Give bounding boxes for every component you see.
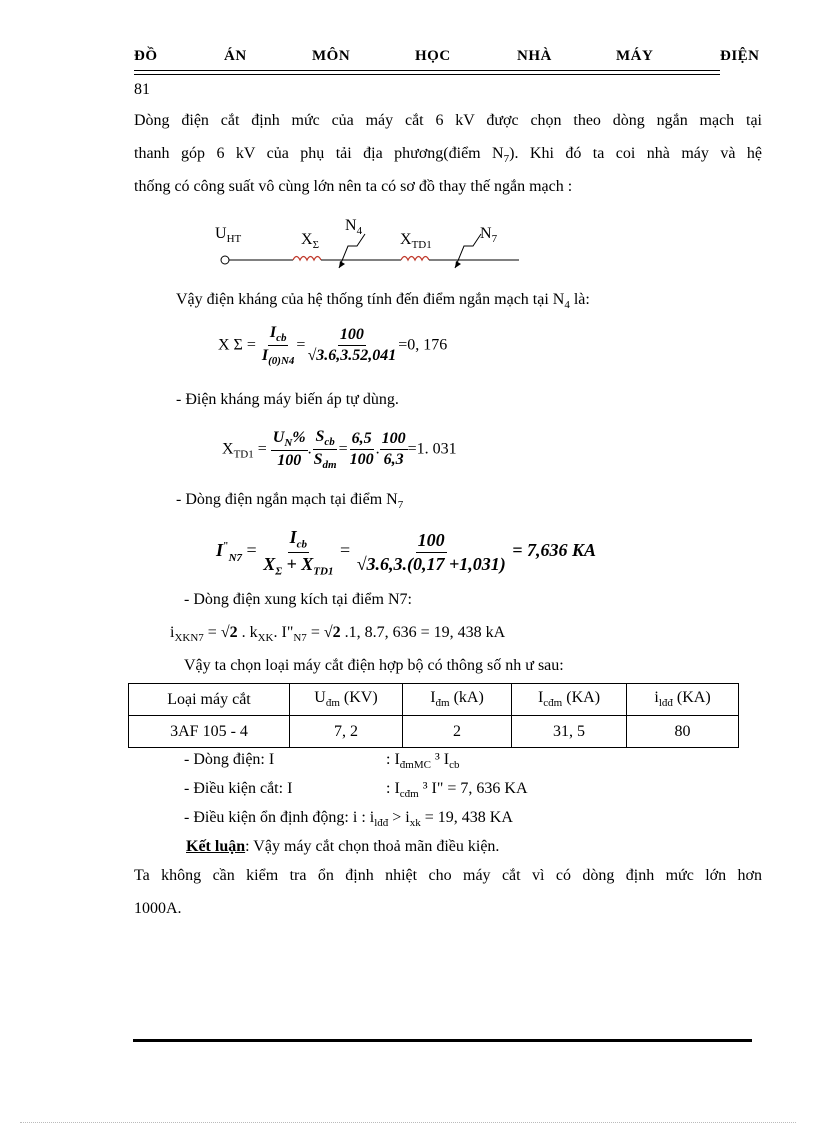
system-reactance-formula: X Σ = $\frac{I_{cb}}{I_{(0)N4}}$ = $\frac{100}{√3.6,3.52,041}$ =0, 176 xyxy=(218,324,448,368)
intro-line: Dòng điện cắt định mức của máy cắt 6 kV được chọn theo dòng ngắn mạch tại xyxy=(134,112,762,129)
table-header-cell: $U_{đm}$ (KV) xyxy=(290,684,403,716)
table-cell: 7, 2 xyxy=(290,716,403,748)
x-sigma-label: $X_\Sigma$ xyxy=(301,231,319,252)
condition-break-label: - Điều kiện cắt: I xyxy=(184,780,293,797)
system-reactance-intro: Vậy điện kháng của hệ thống tính đến điểm ngắn mạch tại $N_4$ là: xyxy=(176,291,590,312)
header-word: ĐỒ xyxy=(134,48,158,64)
table-header-cell: $I_{đm}$ (kA) xyxy=(403,684,512,716)
breaker-spec-table xyxy=(128,683,739,748)
header-rule xyxy=(134,70,720,71)
table-cell: 31, 5 xyxy=(512,716,627,748)
condition-current-label: - Dòng điện: I xyxy=(184,751,275,768)
condition-dynamic: - Điều kiện ổn định động: i : $i_{lđđ} > i_{xk} = 19$, 438 KA xyxy=(184,809,513,830)
header-word: MÔN xyxy=(312,48,351,64)
closing-line: 1000A. xyxy=(134,900,182,917)
short-circuit-formula: $I^"_{N7}$ = $\frac{I_{cb}}{X_\Sigma + X_{TD1}}$ = $\frac{100}{√3.6,3.(0,17 +1,031)}$ = 7,636 KA xyxy=(216,527,597,578)
intro-line: thanh góp 6 kV của phụ tải địa phương(điểm $N_7$). Khi đó ta coi nhà máy và hệ xyxy=(134,145,763,166)
x-td1-label: $X_{TD1}$ xyxy=(400,231,432,252)
impulse-current-formula: $i_{XKN7} = √2$ . $k_{XK}$. $I"_{N7} = √2$ .1, 8.7, 636 = 19, 438 kA xyxy=(170,624,506,645)
intro-line: thống có công suất vô cùng lớn nên ta có sơ đồ thay thế ngắn mạch : xyxy=(134,178,573,195)
table-row xyxy=(129,716,739,748)
table-header-cell: $i_{lđđ}$ (KA) xyxy=(627,684,739,716)
header-rule xyxy=(134,74,720,75)
choose-breaker-text: Vậy ta chọn loại máy cắt điện hợp bộ có thông số nh ư sau: xyxy=(184,657,564,674)
conclusion-text: : Vậy máy cắt chọn thoả mãn điều kiện. xyxy=(245,838,500,855)
n4-label: $N_4$ xyxy=(345,217,363,238)
conclusion-label: Kết luận xyxy=(186,838,246,855)
footer-rule xyxy=(373,1039,752,1042)
n7-label: $N_7$ xyxy=(480,225,498,246)
condition-current-value: : $I_{đmMC}$ ³ $I_{cb}$ xyxy=(386,751,460,772)
page-number: 81 xyxy=(134,81,150,98)
closing-line: Ta không cần kiểm tra ổn định nhiệt cho máy cắt vì có dòng định mức lớn hơn xyxy=(134,867,762,884)
circuit-diagram xyxy=(205,218,535,276)
table-cell: 2 xyxy=(403,716,512,748)
conclusion xyxy=(186,837,499,857)
short-circuit-label: - Dòng điện ngắn mạch tại điểm $N_7$ xyxy=(176,491,404,512)
source-label: $U_{HT}$ xyxy=(215,225,242,246)
table-header-row xyxy=(129,684,739,716)
transformer-reactance-formula: $X_{TD1}$ = $\frac{U_N\%}{100}$ . $\frac{S_{cb}}{S_{dm}}$ = $\frac{6,5}{100}$ . $\frac{100}{6,3}$ =1. 031 xyxy=(222,428,457,472)
impulse-current-label: - Dòng điện xung kích tại điểm N7: xyxy=(184,591,412,608)
footer-rule xyxy=(133,1039,373,1042)
table-header-cell: Loại máy cắt xyxy=(129,684,290,716)
table-cell: 80 xyxy=(627,716,739,748)
transformer-reactance-label: - Điện kháng máy biến áp tự dùng. xyxy=(176,391,399,408)
header-word: HỌC xyxy=(415,48,451,64)
table-header-cell: $I_{cđm}$ (KA) xyxy=(512,684,627,716)
header-word: ĐIỆN xyxy=(720,48,760,64)
header-word: MÁY xyxy=(616,48,654,64)
condition-break-value: : $I_{cđm}$ ³ I" = 7, 636 KA xyxy=(386,780,528,801)
table-cell: 3AF 105 - 4 xyxy=(129,716,290,748)
header-word: NHÀ xyxy=(517,48,552,64)
header-word: ÁN xyxy=(224,48,247,64)
